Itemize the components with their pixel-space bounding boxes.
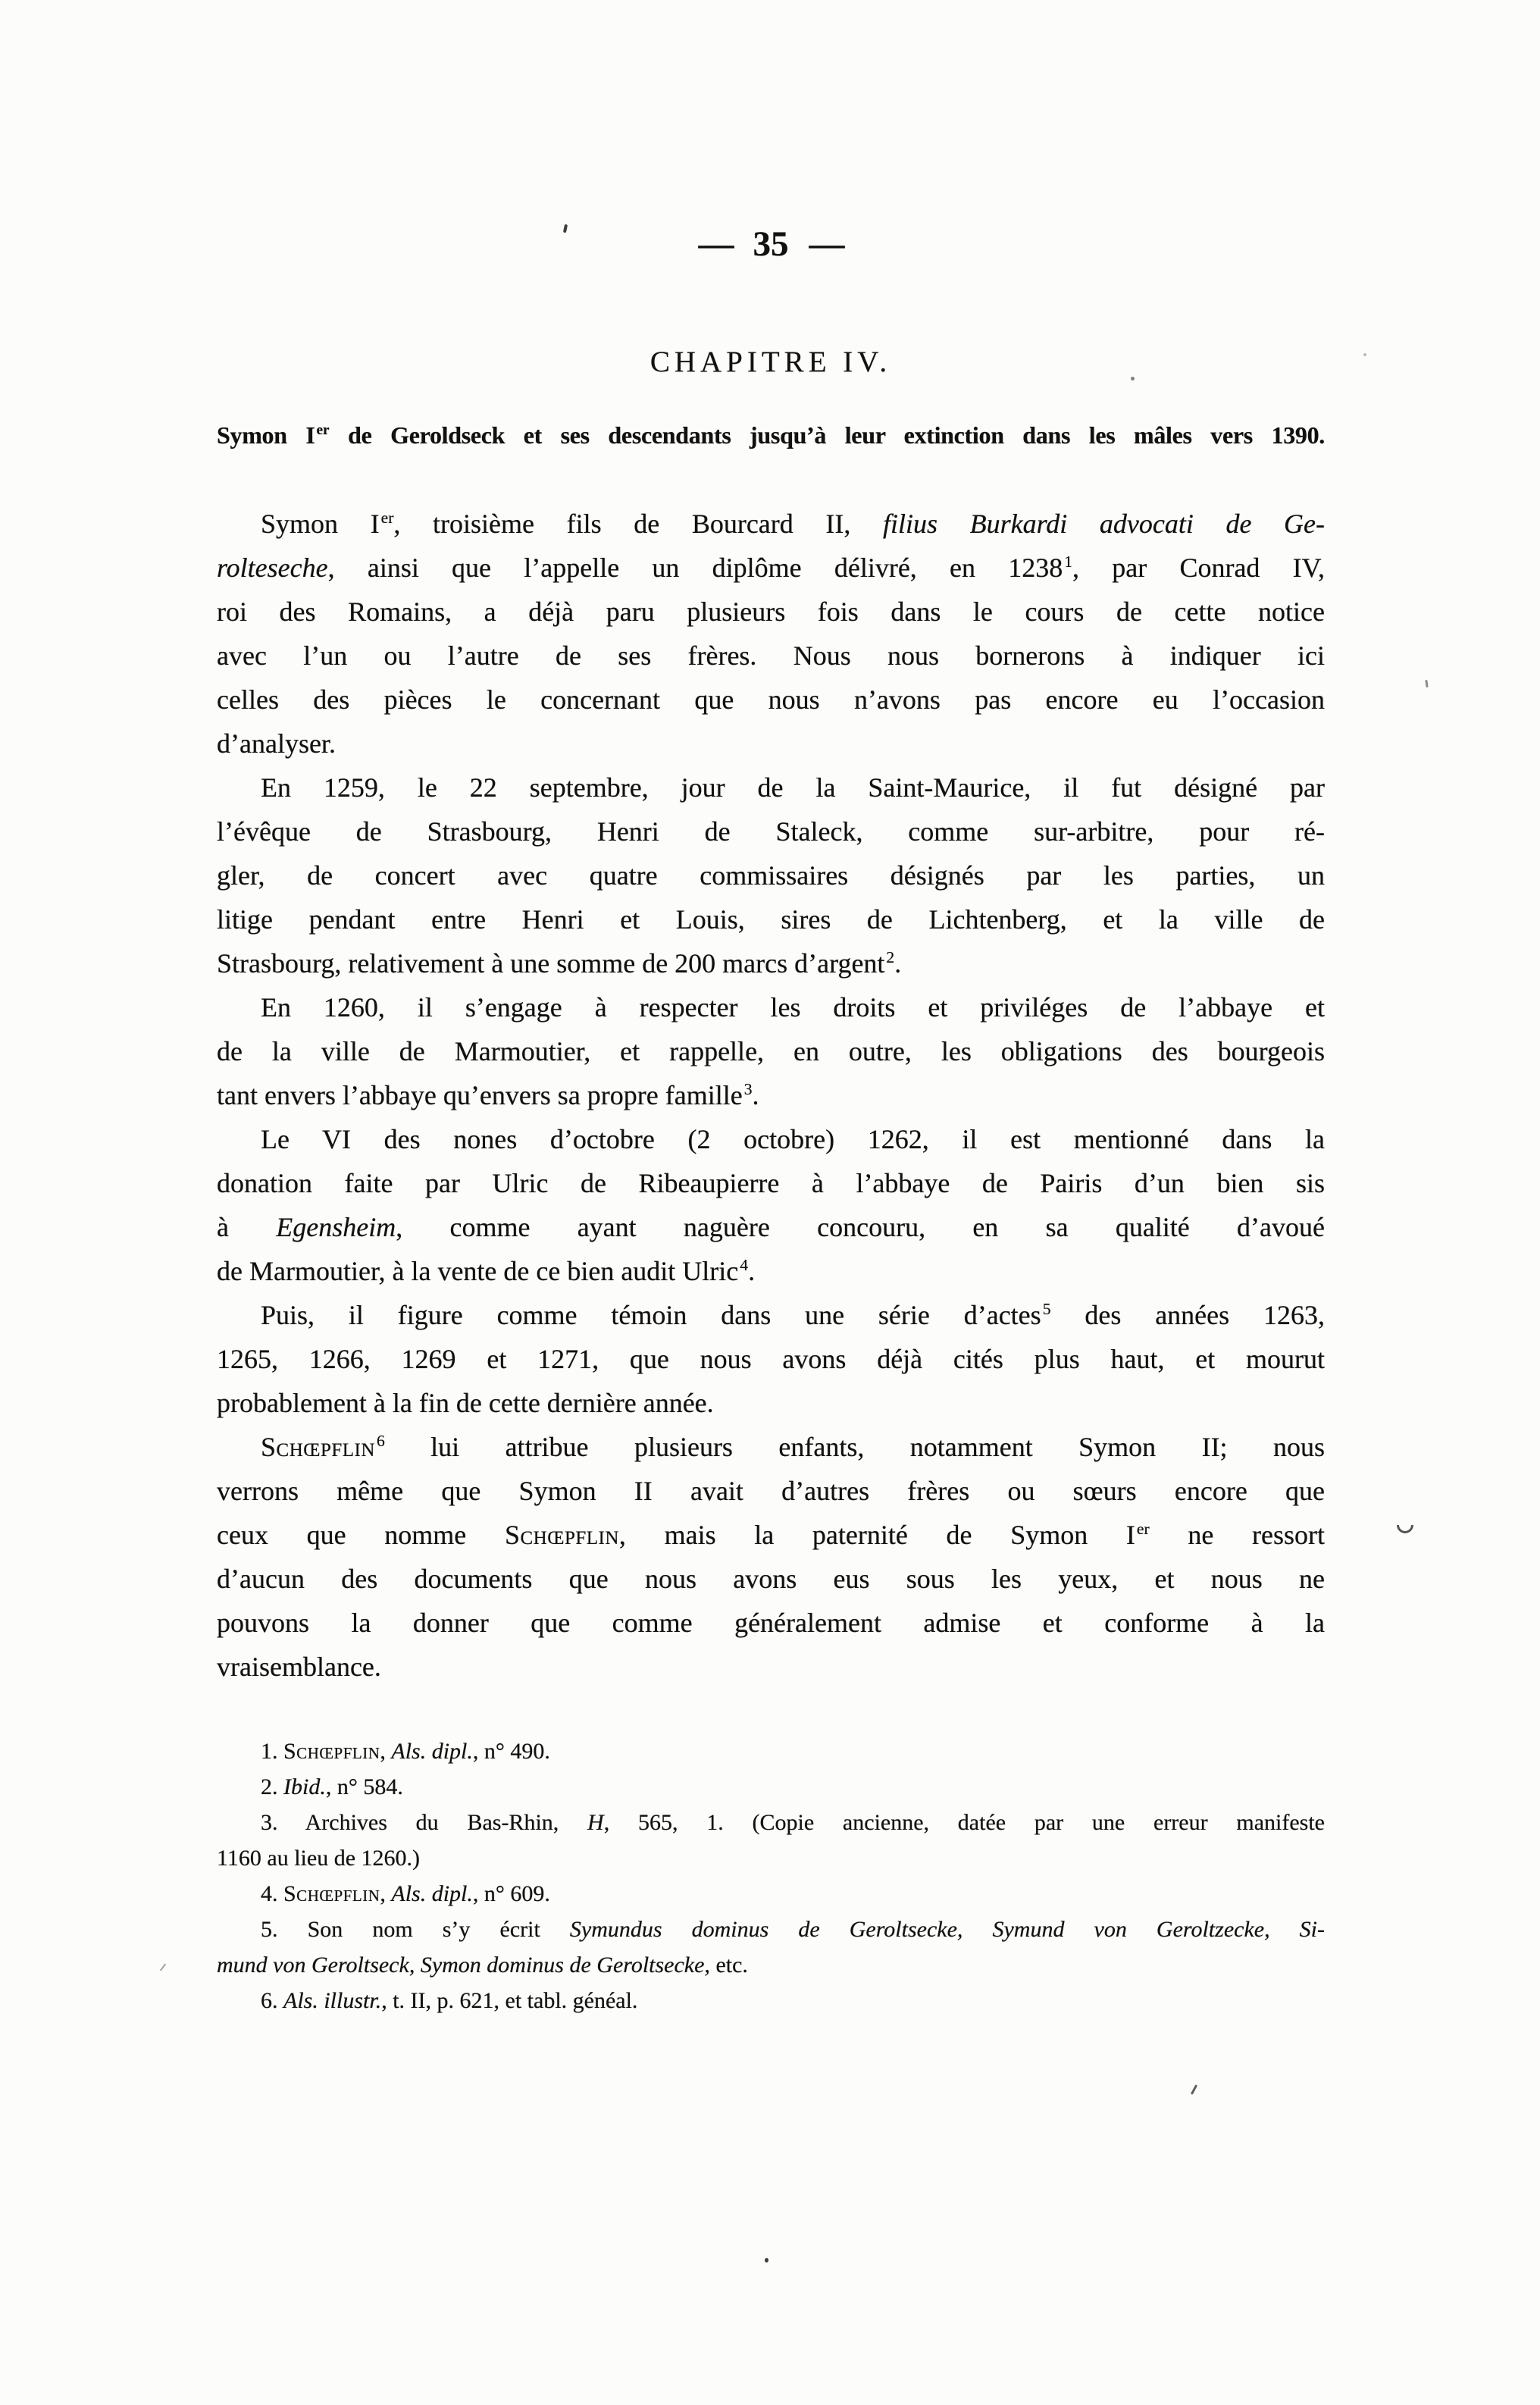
text-run: Symon I (261, 509, 380, 539)
text-run: , (380, 1739, 392, 1764)
ink-speck (1131, 377, 1135, 380)
text-run: tant envers l’abbaye qu’envers sa propre famille (217, 1080, 743, 1110)
text-run: 6. (261, 1988, 283, 2013)
footnote-item (217, 1769, 1325, 1805)
text-line (217, 1557, 1325, 1601)
text-run: vraisemblance. (217, 1652, 381, 1682)
text-run: de la ville de Marmoutier, et rappelle, en outre, les obligations des bourgeois (217, 1036, 1325, 1066)
page-header (217, 224, 1325, 264)
text-run: Le VI des nones d’octobre (2 octobre) 1262, il est mentionné dans la (261, 1124, 1325, 1154)
body-paragraph (217, 1117, 1325, 1293)
text-line (217, 546, 1325, 590)
text-line (217, 1073, 1325, 1117)
text-run: de Marmoutier, à la vente de ce bien audit Ulric (217, 1256, 739, 1286)
italic-text: Als. dipl. (391, 1739, 473, 1764)
text-run: , troisième fils de Bourcard II, (393, 509, 883, 539)
text-run: 3. Archives du Bas-Rhin, (261, 1810, 588, 1835)
text-run: Symon I (217, 421, 315, 449)
text-run: . (752, 1080, 759, 1110)
text-line (217, 1381, 1325, 1425)
footnote-line (217, 1769, 1325, 1805)
text-line (217, 1117, 1325, 1161)
text-line (217, 1337, 1325, 1381)
text-line (217, 1469, 1325, 1513)
text-line (217, 1293, 1325, 1337)
text-run: d’aucun des documents que nous avons eus sous les yeux, et nous ne (217, 1564, 1325, 1594)
ink-speck (160, 1964, 166, 1971)
text-run: , n° 490. (472, 1739, 550, 1764)
footnote-line (217, 1912, 1325, 1947)
italic-text: H (587, 1810, 604, 1835)
text-line (217, 590, 1325, 634)
text-line (217, 853, 1325, 897)
text-run: avec l’un ou l’autre de ses frères. Nous nous bornerons à indiquer ici (217, 640, 1325, 671)
text-run: , mais la paternité de Symon I (618, 1520, 1135, 1550)
text-line (217, 985, 1325, 1029)
italic-text: Ibid. (283, 1774, 326, 1799)
italic-text: Egensheim (276, 1212, 396, 1242)
superscript-ref: 5 (1042, 1300, 1051, 1318)
text-run: Puis, il figure comme témoin dans une série d’actes (261, 1300, 1041, 1330)
body-paragraph (217, 1293, 1325, 1425)
text-run: probablement à la fin de cette dernière année. (217, 1388, 714, 1418)
body-text (217, 502, 1325, 1689)
text-run: gler, de concert avec quatre commissaires désignés par les parties, un (217, 860, 1325, 891)
text-line (217, 502, 1325, 546)
footnote-line (217, 1805, 1325, 1840)
italic-text: filius Burkardi advocati de Ge- (882, 509, 1326, 539)
text-run: à (217, 1212, 277, 1242)
text-line (217, 766, 1325, 809)
text-run: , par Conrad IV, (1072, 553, 1325, 583)
italic-text: Als. illustr. (283, 1988, 382, 2013)
body-paragraph (217, 502, 1325, 766)
text-run: de Geroldseck et ses descendants jusqu’à leur extinction dans les mâles vers 1390. (329, 421, 1325, 449)
text-run: Strasbourg, relativement à une somme de 200 marcs d’argent (217, 948, 885, 979)
text-run: litige pendant entre Henri et Louis, sires de Lichtenberg, et la ville de (217, 904, 1325, 935)
italic-text: Symundus dominus de Geroltsecke, Symund von Geroltzecke, Si- (569, 1917, 1325, 1942)
text-line (217, 1601, 1325, 1645)
text-run: , n° 609. (472, 1881, 550, 1906)
text-line (217, 1205, 1325, 1249)
text-run: 4. (261, 1881, 283, 1906)
italic-text: mund von Geroltseck, Symon dominus de Geroltsecke, (217, 1952, 710, 1978)
text-run: donation faite par Ulric de Ribeaupierre à l’abbaye de Pairis d’un bien sis (217, 1168, 1325, 1198)
text-run: . (894, 948, 902, 979)
text-line (217, 1161, 1325, 1205)
superscript-ref: 2 (886, 948, 895, 966)
italic-text: rolteseche (217, 553, 328, 583)
footnote-line (217, 1947, 1325, 1983)
text-run: roi des Romains, a déjà paru plusieurs fois dans le cours de cette notice (217, 597, 1325, 627)
body-paragraph (217, 985, 1325, 1117)
text-run: 2. (261, 1774, 283, 1799)
text-run: d’analyser. (217, 728, 336, 759)
text-line (217, 634, 1325, 678)
text-run: des années 1263, (1050, 1300, 1325, 1330)
text-line (217, 1513, 1325, 1557)
smallcaps-name: Schœpflin (261, 1432, 375, 1462)
chapter-title: CHAPITRE IV. (649, 346, 892, 378)
text-line (217, 941, 1325, 985)
text-line (217, 1249, 1325, 1293)
text-run: , (380, 1881, 392, 1906)
footnote-item (217, 1983, 1325, 2018)
text-run: 1160 au lieu de 1260.) (217, 1846, 420, 1871)
text-run: En 1259, le 22 septembre, jour de la Saint-Maurice, il fut désigné par (261, 772, 1325, 803)
ink-speck (765, 2258, 768, 2263)
text-line (217, 897, 1325, 941)
header-dash-right: — (809, 224, 844, 264)
section-heading (217, 421, 1325, 449)
superscript-ref: 3 (743, 1080, 753, 1098)
footnote-line (217, 1733, 1325, 1769)
footnote-item (217, 1805, 1325, 1876)
text-run: etc. (709, 1952, 748, 1978)
superscript-ref: er (316, 422, 330, 439)
superscript-ref: 4 (740, 1256, 749, 1274)
body-paragraph (217, 766, 1325, 985)
ink-speck (1397, 1525, 1413, 1533)
text-run: , t. II, p. 621, et tabl. généal. (381, 1988, 638, 2013)
text-run: . (748, 1256, 756, 1286)
text-run: , comme ayant naguère concouru, en sa qualité d’avoué (396, 1212, 1325, 1242)
text-run: lui attribue plusieurs enfants, notamment Symon II; nous (384, 1432, 1325, 1462)
text-run: En 1260, il s’engage à respecter les droits et priviléges de l’abbaye et (261, 992, 1325, 1022)
footnote-item (217, 1912, 1325, 1983)
text-line (217, 1645, 1325, 1689)
smallcaps-name: Schœpflin (283, 1881, 380, 1906)
superscript-ref: 6 (376, 1432, 385, 1450)
text-run: celles des pièces le concernant que nous n’avons pas encore eu l’occasion (217, 684, 1325, 715)
header-dash-left: — (698, 224, 733, 264)
smallcaps-name: Schœpflin (504, 1520, 619, 1550)
smallcaps-name: Schœpflin (283, 1739, 380, 1764)
footnotes (217, 1733, 1325, 2018)
text-run: , n° 584. (325, 1774, 403, 1799)
footnote-line (217, 1876, 1325, 1912)
text-line (217, 1425, 1325, 1469)
ink-speck (1425, 680, 1428, 687)
text-run: pouvons la donner que comme généralement admise et conforme à la (217, 1608, 1325, 1638)
text-line (217, 722, 1325, 766)
text-run: 5. Son nom s’y écrit (261, 1917, 570, 1942)
footnote-line (217, 1983, 1325, 2018)
text-run: ceux que nomme (217, 1520, 505, 1550)
ink-speck (1363, 353, 1366, 356)
body-paragraph (217, 1425, 1325, 1689)
text-run: 1. (261, 1739, 283, 1764)
superscript-ref: 1 (1064, 553, 1073, 571)
footnote-line (217, 1840, 1325, 1876)
text-run: l’évêque de Strasbourg, Henri de Staleck, comme sur-arbitre, pour ré- (217, 816, 1325, 847)
text-line (217, 678, 1325, 722)
text-run: ne ressort (1149, 1520, 1325, 1550)
italic-text: Als. dipl. (391, 1881, 473, 1906)
text-line (217, 1029, 1325, 1073)
text-run: 1265, 1266, 1269 et 1271, que nous avons déjà cités plus haut, et mourut (217, 1344, 1325, 1374)
superscript-ref: er (380, 509, 394, 527)
footnote-item (217, 1733, 1325, 1769)
footnote-item (217, 1876, 1325, 1912)
text-run: verrons même que Symon II avait d’autres frères ou sœurs encore que (217, 1476, 1325, 1506)
superscript-ref: er (1136, 1520, 1150, 1538)
page-number: 35 (753, 224, 789, 264)
text-run: , ainsi que l’appelle un diplôme délivré, en 1238 (327, 553, 1063, 583)
ink-speck (1191, 2084, 1197, 2095)
text-line (217, 809, 1325, 853)
text-run: , 565, 1. (Copie ancienne, datée par une erreur manifeste (603, 1810, 1325, 1835)
